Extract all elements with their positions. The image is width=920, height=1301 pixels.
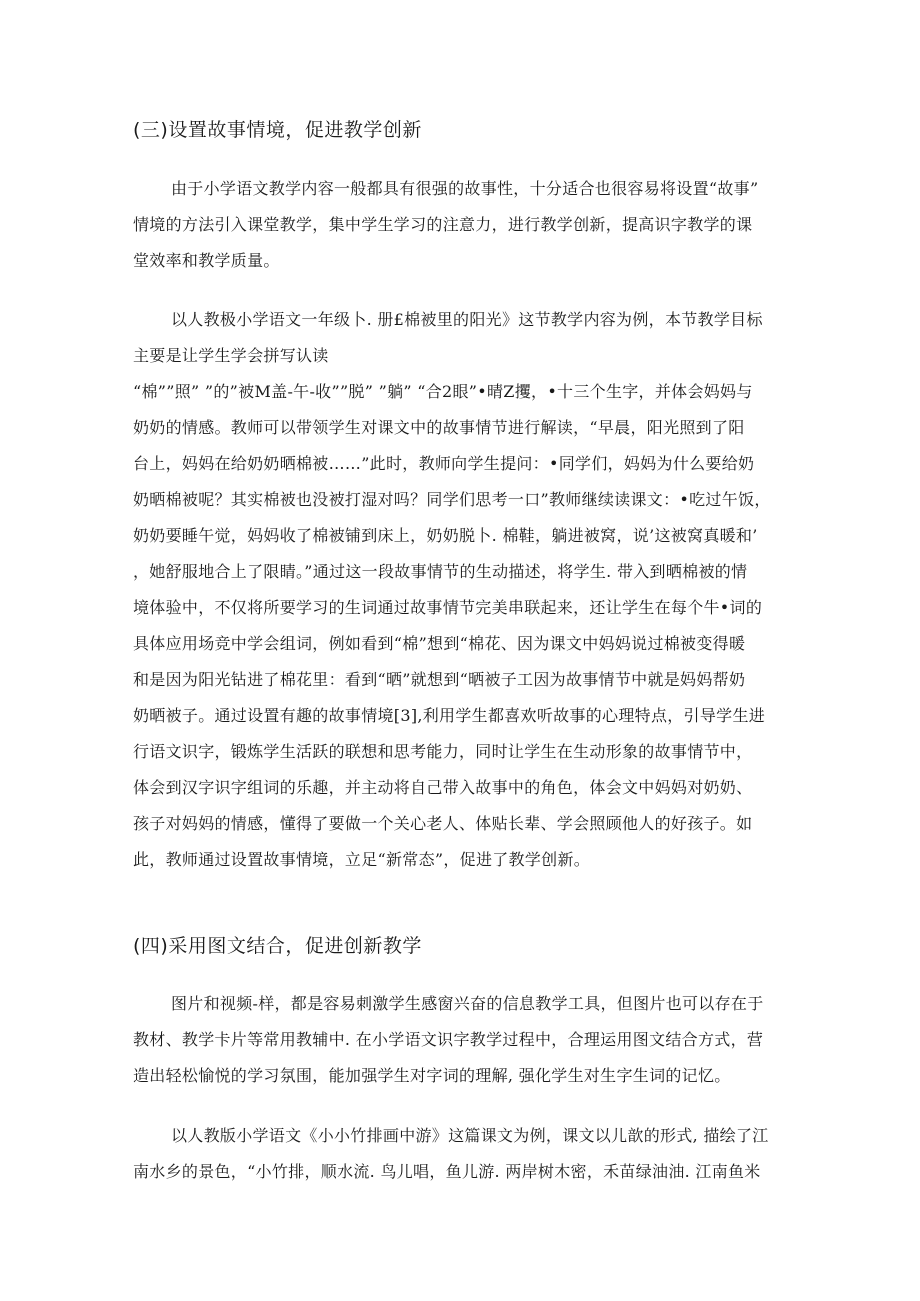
- text-line: 主要是让学生学会拼写认读: [133, 346, 329, 365]
- text-line: 孩子对妈妈的情感，懂得了要做一个关心老人、体贴长辈、学会照顾他人的好孩子。如: [133, 814, 753, 833]
- text-line: 南水乡的景色，“小竹排，顺水流. 鸟儿唱，鱼儿游. 两岸树木密，禾苗绿油油. 江南鱼米: [133, 1162, 761, 1181]
- text-line: 图片和视频-样，都是容易刺激学生感窗兴奋的信息教学工具，但图片也可以存在于: [171, 994, 764, 1013]
- text-line: 具体应用场竞中学会组词，例如看到“棉”想到“棉花、因为课文中妈妈说过棉被变得暖: [133, 634, 746, 653]
- text-line: 行语文识字，锻炼学生活跃的联想和思考能力，同时让学生在生动形象的故事情节中，: [133, 742, 753, 761]
- text-line: 以人教版小学语文《小小竹排画中游》这篇课文为例，课文以儿歆的形式, 描绘了江: [171, 1126, 769, 1145]
- paragraph-image-text-intro: [133, 986, 793, 1094]
- text-line: 奶奶的情感。教师可以带领学生对课文中的故事情节进行解读，“早晨，阳光照到了阳: [133, 418, 745, 437]
- text-line: 和是因为阳光钻进了棉花里：看到“晒”就想到“晒被子工因为故事情节中就是妈妈帮奶: [133, 670, 746, 689]
- text-line: 奶晒被子。通过设置有趣的故事情境[3],利用学生都喜欢听故事的心理特点，引导学生进: [133, 706, 766, 725]
- text-line: 由于小学语文教学内容一般都具有很强的故事性，十分适合也很容易将设置“故事”: [171, 179, 759, 198]
- text-line: 教材、教学卡片等常用教辅中. 在小学语文识字教学过程中，合理运用图文结合方式，营: [133, 1030, 764, 1049]
- section-heading-4: (四)采用图文结合，促进创新教学: [133, 935, 422, 957]
- text-line: 境体验中，不仅将所要学习的生词通过故事情节完美串联起来，还让学生在每个牛•词的: [133, 598, 763, 617]
- text-line: 堂效率和教学质量。: [133, 251, 280, 270]
- text-line: 台上，妈妈在给奶奶晒棉被……”此时，教师向学生提问：•同学们，妈妈为什么要给奶: [133, 454, 755, 473]
- text-line: 造出轻松愉悦的学习氛围，能加强学生对字词的理解, 强化学生对生字生词的记忆。: [133, 1066, 731, 1085]
- text-line: “棉””照” ”的”被M盖-午-收””脱” ”躺” “合2眼”•晴Z攫，•十三个生字，并体会妈妈与: [133, 382, 753, 401]
- text-line: 此，教师通过设置故事情境，立足“新常态”，促进了教学创新。: [133, 850, 591, 869]
- text-line: ，她舒服地合上了限睛。”通过这一段故事情节的生动描述，将学生. 带入到晒棉被的情: [133, 562, 748, 581]
- paragraph-story-example: [133, 302, 793, 878]
- text-line: 体会到汉字识字组词的乐趣，并主动将自己带入故事中的角色，体会文中妈妈对奶奶、: [133, 778, 753, 797]
- paragraph-image-text-example: [133, 1118, 793, 1190]
- paragraph-story-intro: [133, 171, 793, 279]
- section-heading-3: (三)设置故事情境，促进教学创新: [133, 119, 422, 141]
- text-line: 情境的方法引入课堂教学，集中学生学习的注意力，进行教学创新，提高识字教学的课: [133, 215, 753, 234]
- text-line: 奶奶要睡午觉，妈妈收了棉被铺到床上，奶奶脱卜. 棉鞋，躺进被窝，说’这被窝真暖和’: [133, 526, 758, 545]
- text-line: 奶晒棉被呢？其实棉被也没被打湿对吗？同学们思考一口”教师继续读课文：•吃过午饭，: [133, 490, 771, 509]
- text-line: 以人教极小学语文一年级卜. 册£棉被里的阳光》这节教学内容为例，本节教学目标: [171, 310, 763, 329]
